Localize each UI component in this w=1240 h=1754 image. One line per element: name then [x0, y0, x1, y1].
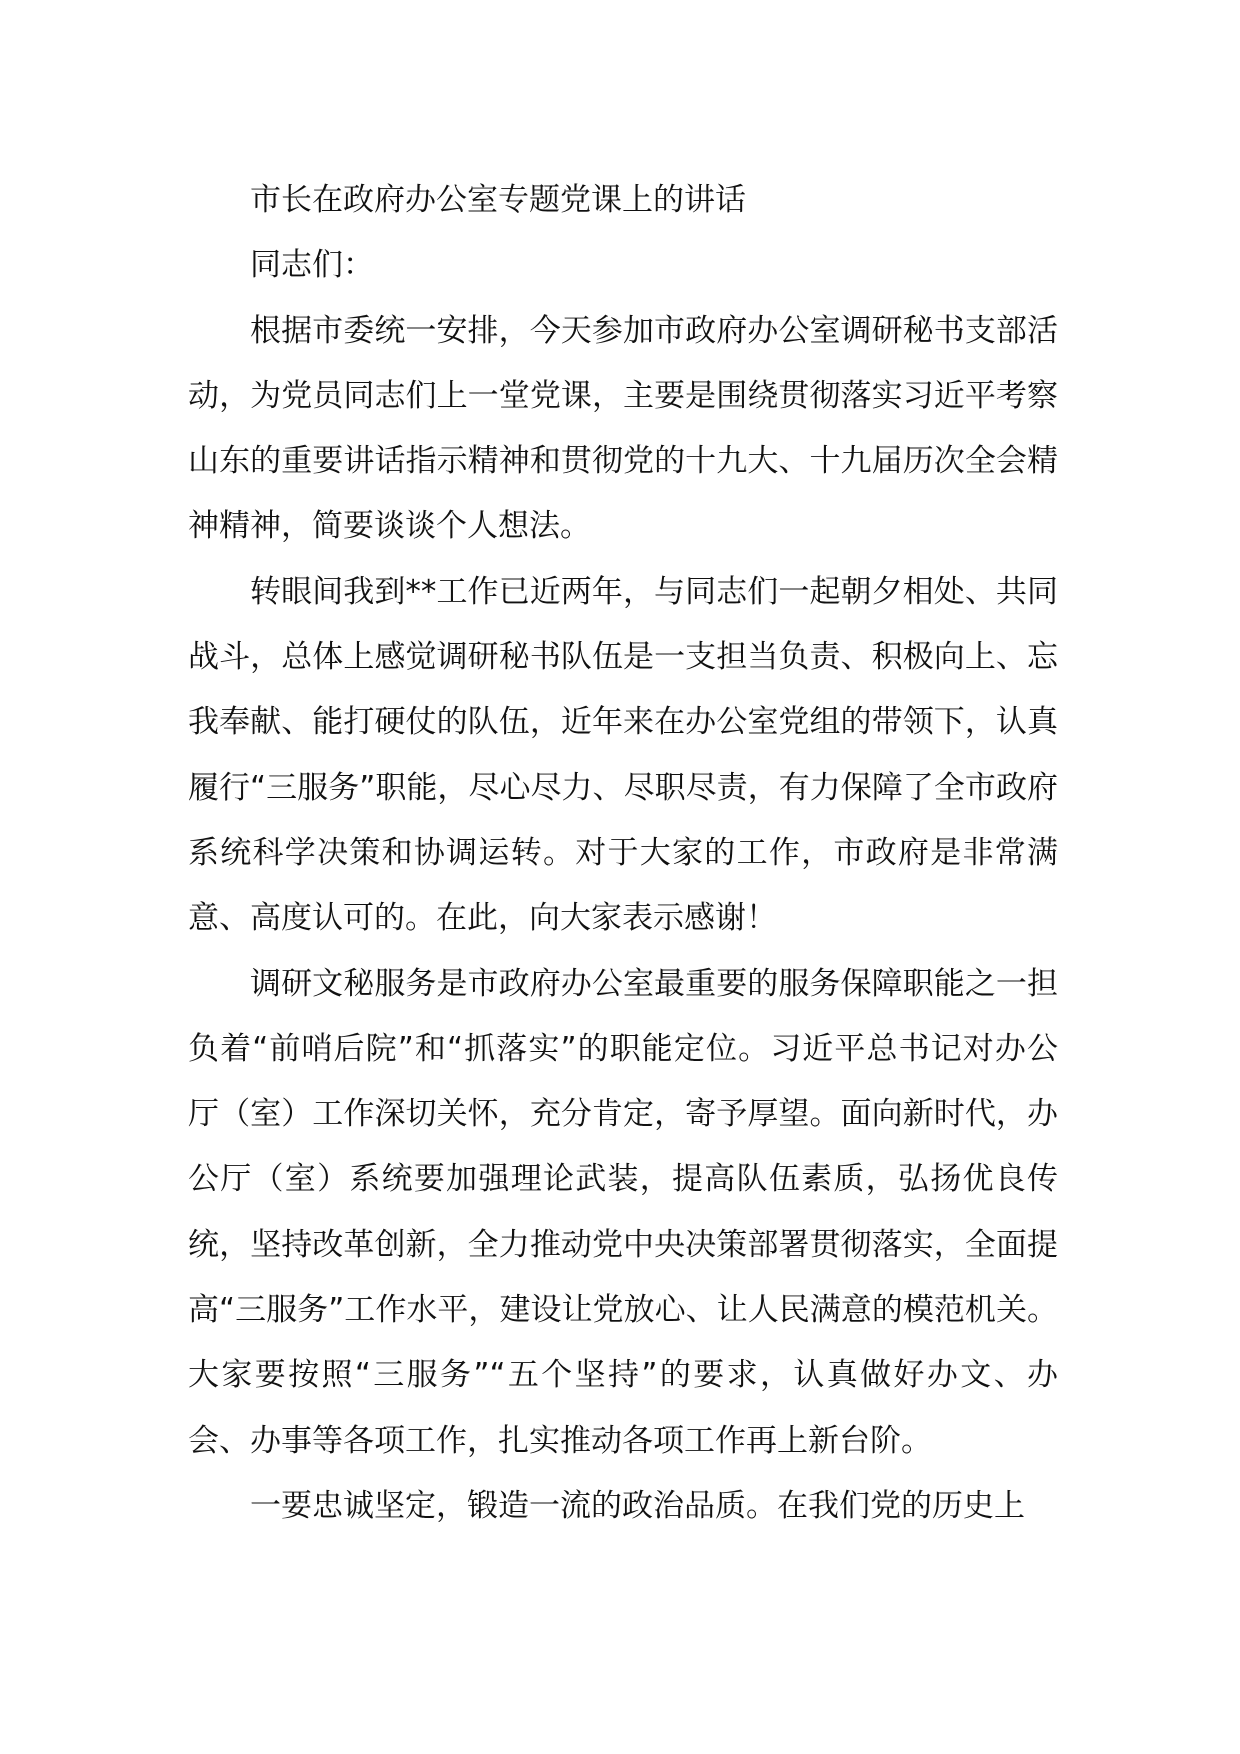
paragraph-2: 转眼间我到**工作已近两年，与同志们一起朝夕相处、共同战斗，总体上感觉调研秘书队伍是一支担当负责、积极向上、忘我奉献、能打硬仗的队伍，近年来在办公室党组的带领下，认真履行“三服务”职能，尽心尽力、尽职尽责，有力保障了全市政府系统科学决策和协调运转。对于大家的工作，市政府是非常满意、高度认可的。在此，向大家表示感谢！ — [188, 573, 1058, 937]
paragraph-3: 调研文秘服务是市政府办公室最重要的服务保障职能之一担负着“前哨后院”和“抓落实”的职能定位。习近平总书记对办公厅（室）工作深切关怀，充分肯定，寄予厚望。面向新时代，办公厅（室）系统要加强理论武装，提高队伍素质，弘扬优良传统，坚持改革创新，全力推动党中央决策部署贯彻落实，全面提高“三服务”工作水平，建设让党放心、让人民满意的模范机关。大家要按照“三服务”“五个坚持”的要求，认真做好办文、办会、办事等各项工作，扎实推动各项工作再上新台阶。 — [188, 965, 1058, 1459]
salutation: 同志们： — [250, 247, 374, 284]
paragraph-4: 一要忠诚坚定，锻造一流的政治品质。在我们党的历史上 — [250, 1487, 1025, 1524]
document-body — [188, 168, 1058, 1539]
paragraph-1: 根据市委统一安排，今天参加市政府办公室调研秘书支部活动，为党员同志们上一堂党课，主要是围绕贯彻落实习近平考察山东的重要讲话指示精神和贯彻党的十九大、十九届历次全会精神精神，简要谈谈个人想法。 — [188, 312, 1058, 545]
document-title: 市长在政府办公室专题党课上的讲话 — [250, 182, 746, 218]
